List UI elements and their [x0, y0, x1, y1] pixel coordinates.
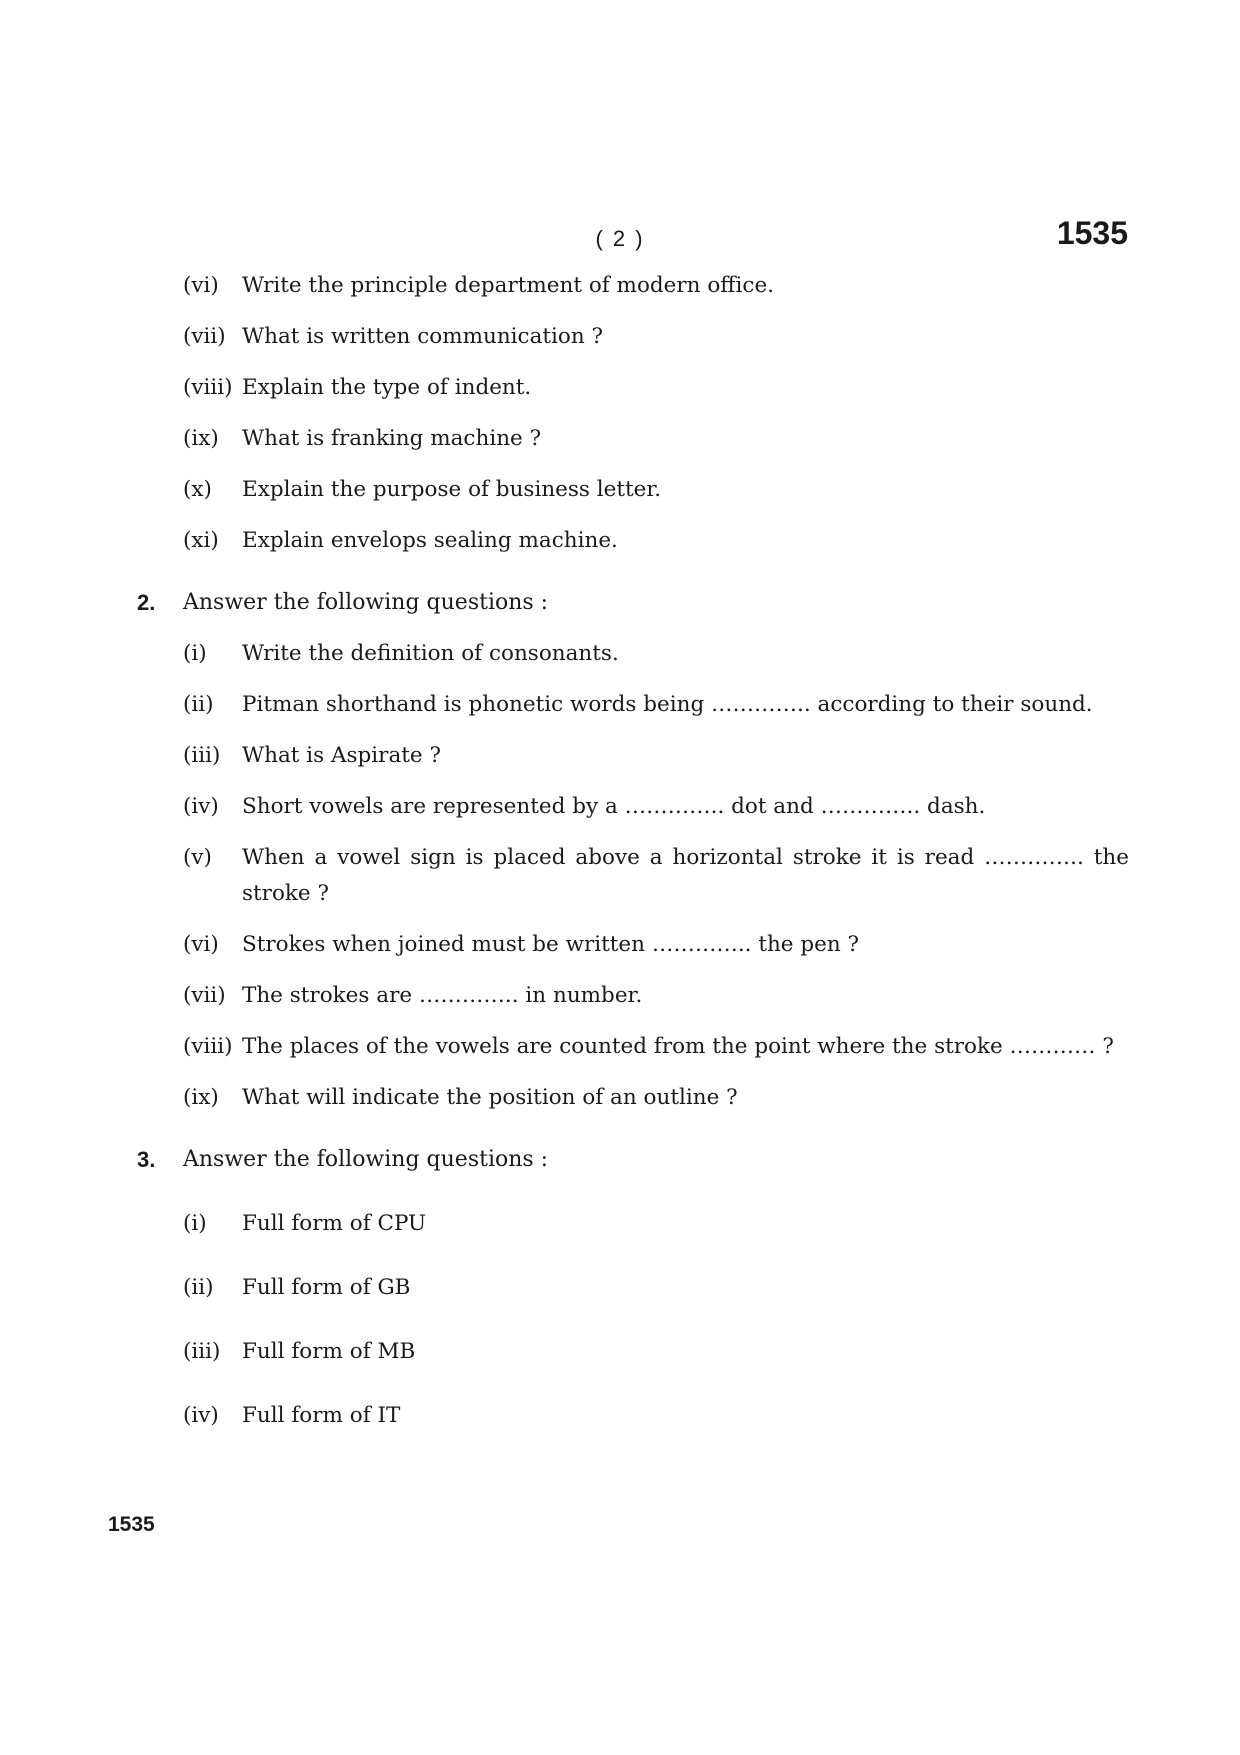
item-number: (iii) [183, 1339, 221, 1364]
list-item [183, 1080, 1129, 1116]
item-text: Short vowels are represented by a ………….. dot and ………….. dash. [242, 794, 986, 819]
item-text: Explain envelops sealing machine. [242, 528, 618, 553]
item-text: The places of the vowels are counted from the point where the stroke ………… ? [242, 1034, 1114, 1059]
item-text: Strokes when joined must be written ………….. the pen ? [242, 932, 860, 957]
list-item [183, 370, 1129, 406]
item-number: (xi) [183, 528, 219, 553]
item-number: (viii) [183, 375, 233, 400]
item-number: (ix) [183, 426, 219, 451]
page-number: ( 2 ) [595, 226, 645, 251]
item-text: Write the definition of consonants. [242, 641, 619, 666]
item-text: Full form of MB [242, 1339, 416, 1364]
list-item [183, 421, 1129, 457]
item-number: (ii) [183, 692, 214, 717]
list-item [183, 319, 1129, 355]
list-item [183, 738, 1129, 774]
item-number: (vi) [183, 273, 219, 298]
item-number: (v) [183, 845, 212, 870]
item-text: What is franking machine ? [242, 426, 542, 451]
item-number: (i) [183, 1211, 207, 1236]
item-text: Explain the purpose of business letter. [242, 477, 662, 502]
item-number: (ix) [183, 1085, 219, 1110]
question-heading [137, 585, 1129, 621]
list-item [183, 268, 1129, 304]
item-text: Full form of GB [242, 1275, 411, 1300]
item-number: (i) [183, 641, 207, 666]
list-item [183, 523, 1129, 559]
item-number: (vi) [183, 932, 219, 957]
paper-code-footer: 1535 [108, 1513, 155, 1536]
list-item [183, 1029, 1129, 1065]
list-item [183, 927, 1129, 963]
item-text: The strokes are ………….. in number. [242, 983, 643, 1008]
list-item [183, 789, 1129, 825]
list-item [183, 687, 1129, 723]
list-item [183, 636, 1129, 672]
item-text: Full form of IT [242, 1403, 401, 1428]
list-item [183, 978, 1129, 1014]
item-number: (iv) [183, 1403, 219, 1428]
item-text: Explain the type of indent. [242, 375, 532, 400]
list-item [183, 1270, 1129, 1306]
list-item [183, 840, 1129, 912]
item-text: Pitman shorthand is phonetic words being ………….. according to their sound. [242, 692, 1093, 717]
question-title: Answer the following questions : [183, 590, 549, 615]
list-item [183, 472, 1129, 508]
item-text: What will indicate the position of an outline ? [242, 1085, 738, 1110]
item-number: (iv) [183, 794, 219, 819]
item-text: When a vowel sign is placed above a horizontal stroke it is read ………….. the stroke ? [242, 845, 1129, 906]
question-paper-body [0, 268, 1240, 1434]
question-number: 2. [137, 590, 156, 615]
item-number: (iii) [183, 743, 221, 768]
item-number: (vii) [183, 983, 226, 1008]
item-number: (viii) [183, 1034, 233, 1059]
item-number: (ii) [183, 1275, 214, 1300]
item-text: Full form of CPU [242, 1211, 427, 1236]
item-text: Write the principle department of modern office. [242, 273, 775, 298]
list-item [183, 1334, 1129, 1370]
item-number: (vii) [183, 324, 226, 349]
paper-code-header: 1535 [1056, 215, 1128, 251]
item-text: What is written communication ? [242, 324, 604, 349]
list-item [183, 1206, 1129, 1242]
item-number: (x) [183, 477, 212, 502]
question-number: 3. [137, 1147, 156, 1172]
item-text: What is Aspirate ? [242, 743, 442, 768]
question-title: Answer the following questions : [183, 1147, 549, 1172]
question-heading [137, 1142, 1129, 1178]
list-item [183, 1398, 1129, 1434]
